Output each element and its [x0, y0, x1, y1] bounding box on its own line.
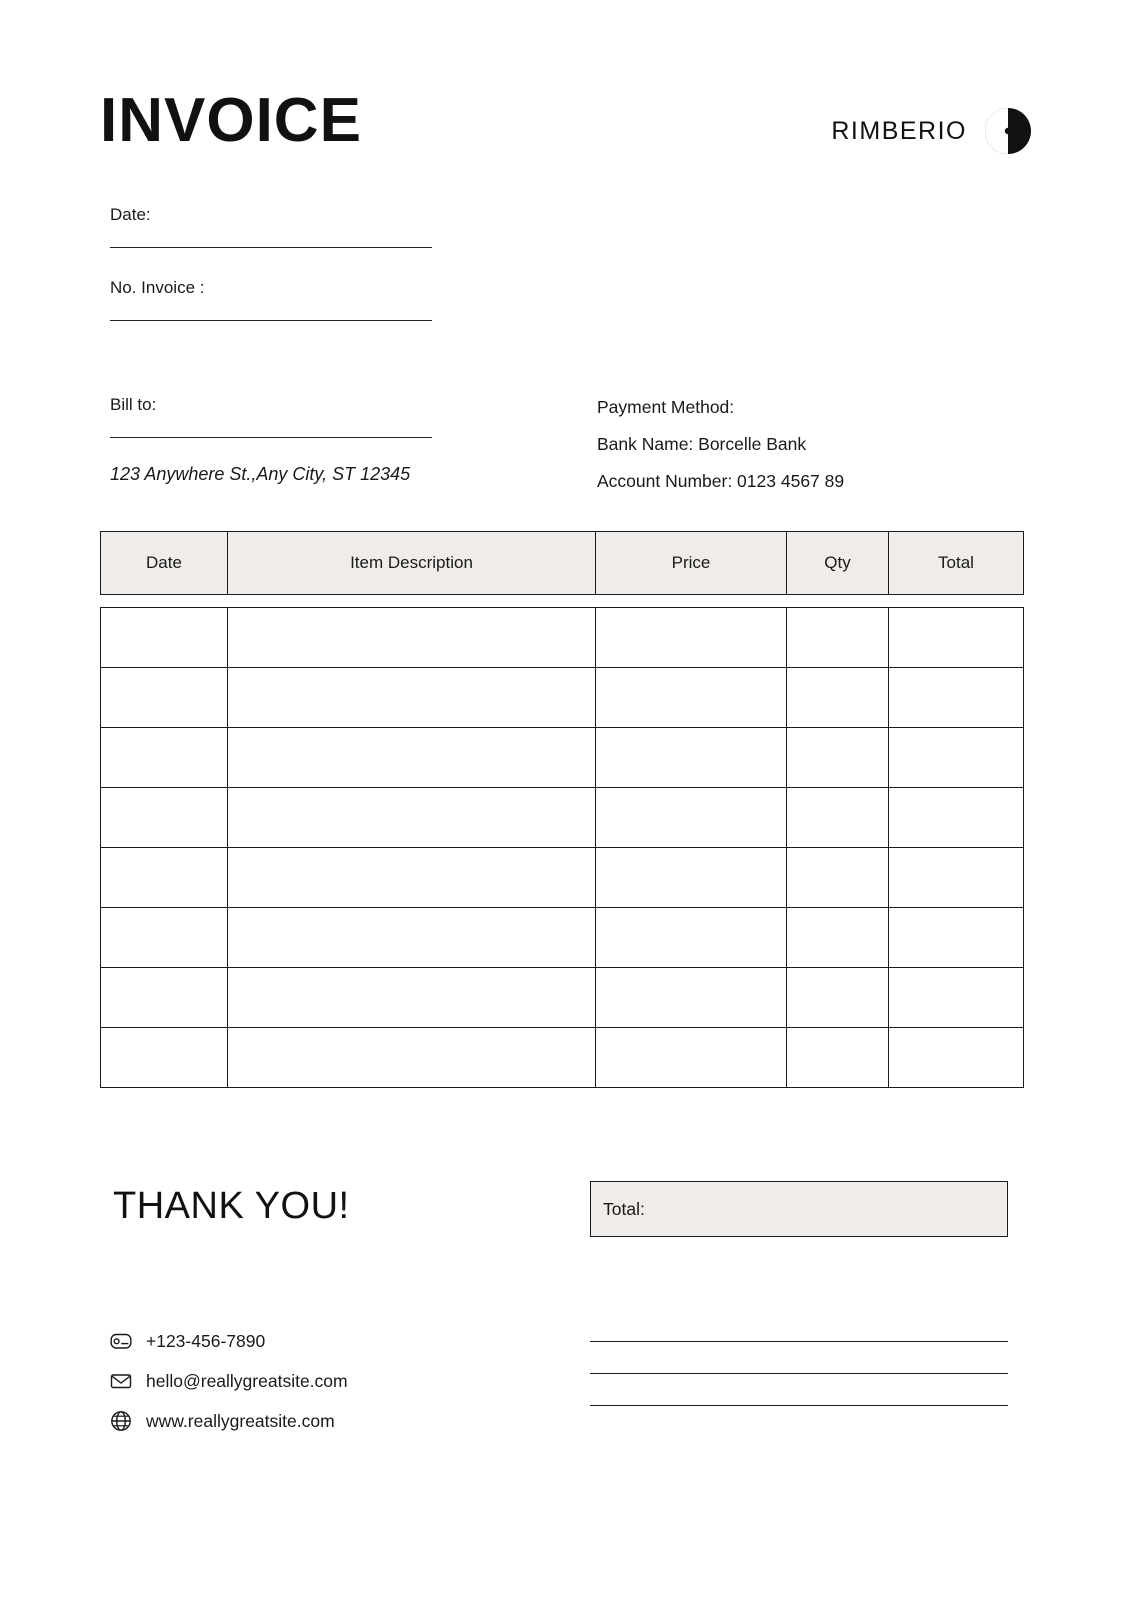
cell-description[interactable]	[228, 788, 596, 848]
cell-description[interactable]	[228, 728, 596, 788]
table-header-row	[101, 532, 1024, 595]
invoice-number-label: No. Invoice :	[110, 278, 205, 297]
cell-date[interactable]	[101, 788, 228, 848]
cell-total[interactable]	[889, 848, 1024, 908]
contact-phone[interactable]	[110, 1330, 530, 1352]
bill-to-block	[110, 395, 530, 485]
thank-you-message: THANK YOU!	[113, 1185, 350, 1227]
payment-method-label: Payment Method:	[597, 397, 735, 417]
cell-total[interactable]	[889, 728, 1024, 788]
table-row[interactable]	[101, 668, 1024, 728]
bill-to-input-line[interactable]	[110, 437, 432, 438]
contact-website-text: www.reallygreatsite.com	[146, 1410, 335, 1431]
bill-to-label: Bill to:	[110, 395, 157, 414]
document-header	[100, 86, 1031, 170]
items-table-wrap	[100, 531, 1008, 1088]
date-label: Date:	[110, 205, 151, 224]
items-table-body	[100, 607, 1024, 1088]
cell-date[interactable]	[101, 848, 228, 908]
table-row[interactable]	[101, 728, 1024, 788]
contact-website[interactable]	[110, 1410, 530, 1432]
table-row[interactable]	[101, 848, 1024, 908]
cell-date[interactable]	[101, 668, 228, 728]
column-header-price: Price	[596, 532, 787, 595]
signature-line[interactable]	[590, 1405, 1008, 1406]
table-row[interactable]	[101, 788, 1024, 848]
cell-total[interactable]	[889, 968, 1024, 1028]
cell-total[interactable]	[889, 668, 1024, 728]
cell-price[interactable]	[596, 788, 787, 848]
cell-qty[interactable]	[787, 968, 889, 1028]
table-header-spacer	[100, 595, 1008, 607]
cell-description[interactable]	[228, 1028, 596, 1088]
globe-icon	[110, 1410, 132, 1432]
bill-to-address: 123 Anywhere St.,Any City, ST 12345	[110, 464, 411, 484]
cell-description[interactable]	[228, 968, 596, 1028]
invoice-number-input-line[interactable]	[110, 320, 432, 321]
contact-list	[110, 1330, 530, 1432]
signature-lines	[590, 1341, 1008, 1406]
cell-total[interactable]	[889, 608, 1024, 668]
cell-qty[interactable]	[787, 1028, 889, 1088]
brand	[831, 108, 1031, 154]
cell-total[interactable]	[889, 788, 1024, 848]
table-row[interactable]	[101, 908, 1024, 968]
cell-description[interactable]	[228, 608, 596, 668]
table-row[interactable]	[101, 1028, 1024, 1088]
cell-price[interactable]	[596, 968, 787, 1028]
cell-total[interactable]	[889, 908, 1024, 968]
cell-total[interactable]	[889, 1028, 1024, 1088]
cell-date[interactable]	[101, 968, 228, 1028]
cell-price[interactable]	[596, 908, 787, 968]
cell-qty[interactable]	[787, 908, 889, 968]
envelope-icon	[110, 1370, 132, 1392]
total-box[interactable]	[590, 1181, 1008, 1237]
cell-price[interactable]	[596, 668, 787, 728]
column-header-date: Date	[101, 532, 228, 595]
signature-line[interactable]	[590, 1341, 1008, 1342]
cell-date[interactable]	[101, 728, 228, 788]
cell-date[interactable]	[101, 608, 228, 668]
cell-price[interactable]	[596, 848, 787, 908]
cell-price[interactable]	[596, 1028, 787, 1088]
column-header-item-description: Item Description	[228, 532, 596, 595]
cell-price[interactable]	[596, 728, 787, 788]
contact-email-text: hello@reallygreatsite.com	[146, 1370, 348, 1391]
cell-date[interactable]	[101, 1028, 228, 1088]
cell-qty[interactable]	[787, 848, 889, 908]
date-input-line[interactable]	[110, 247, 432, 248]
cell-qty[interactable]	[787, 728, 889, 788]
account-number: Account Number: 0123 4567 89	[597, 470, 845, 491]
cell-description[interactable]	[228, 848, 596, 908]
page-title: INVOICE	[100, 86, 362, 155]
circle-disc-logo-icon	[985, 108, 1031, 154]
signature-line[interactable]	[590, 1373, 1008, 1374]
cell-qty[interactable]	[787, 608, 889, 668]
table-row[interactable]	[101, 608, 1024, 668]
contact-email[interactable]	[110, 1370, 530, 1392]
cell-date[interactable]	[101, 908, 228, 968]
column-header-qty: Qty	[787, 532, 889, 595]
contact-phone-text: +123-456-7890	[146, 1330, 266, 1351]
cell-qty[interactable]	[787, 668, 889, 728]
column-header-total: Total	[889, 532, 1024, 595]
table-row[interactable]	[101, 968, 1024, 1028]
cell-price[interactable]	[596, 608, 787, 668]
payment-method-block	[597, 396, 1017, 492]
cell-description[interactable]	[228, 908, 596, 968]
total-label: Total:	[603, 1198, 645, 1219]
invoice-meta	[110, 205, 530, 351]
items-table-header	[100, 531, 1024, 595]
cell-qty[interactable]	[787, 788, 889, 848]
brand-name: RIMBERIO	[831, 116, 967, 145]
phone-icon	[110, 1330, 132, 1352]
cell-description[interactable]	[228, 668, 596, 728]
bank-name: Bank Name: Borcelle Bank	[597, 433, 807, 454]
